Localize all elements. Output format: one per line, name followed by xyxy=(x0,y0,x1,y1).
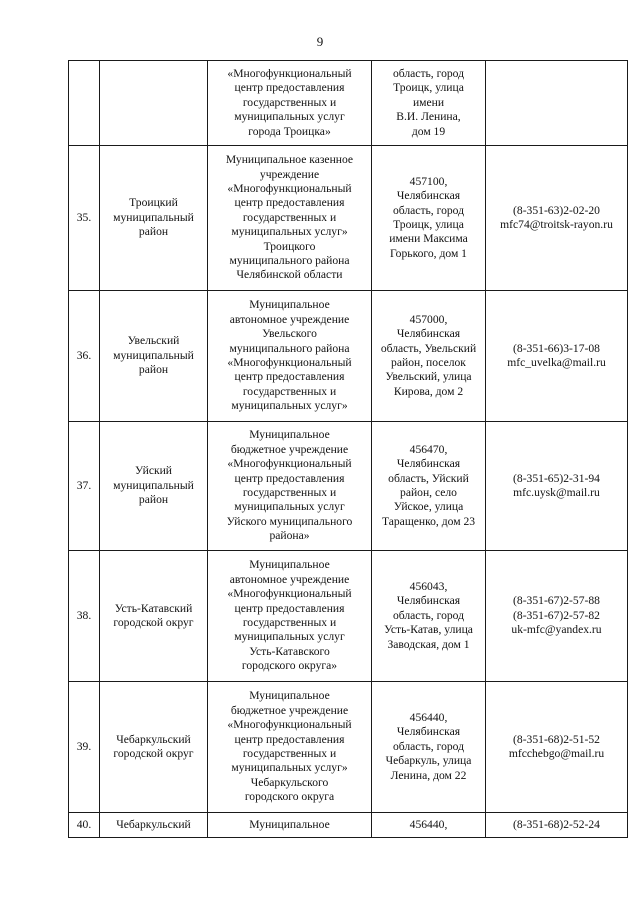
organization-line: государственных и xyxy=(242,95,337,109)
row-number: 36. xyxy=(76,348,92,362)
district-name-line: район xyxy=(138,363,169,377)
page-number: 9 xyxy=(316,34,324,49)
district-name-line: район xyxy=(138,493,169,507)
district-name-line: Усть-Катавский xyxy=(114,601,193,615)
address-line: область, город xyxy=(392,608,465,622)
contact-line: mfc_uvelka@mail.ru xyxy=(507,356,606,369)
organization-line: муниципальных услуг xyxy=(234,630,345,644)
address-cell xyxy=(372,291,486,422)
organization-line: государственных и xyxy=(242,210,337,224)
organization-line: бюджетное учреждение xyxy=(230,703,349,717)
organization-line: муниципального района xyxy=(229,254,350,268)
organization-line: автономное учреждение xyxy=(229,312,350,326)
contact-line: (8-351-68)2-52-24 xyxy=(513,817,600,831)
district-name-line: Уйский xyxy=(134,464,173,478)
organization-line: Уйского муниципального xyxy=(226,514,353,528)
address-cell xyxy=(372,813,486,838)
address-cell xyxy=(372,422,486,551)
address-line: 456043, xyxy=(409,579,448,593)
contact-line: (8-351-63)2-02-20 xyxy=(513,203,600,217)
row-number-cell xyxy=(69,813,100,838)
organization-cell xyxy=(208,61,372,146)
organization-line: учреждение xyxy=(259,167,320,181)
table-row xyxy=(69,61,628,146)
district-name-line: муниципальный xyxy=(113,348,194,362)
organization-line: «Многофункциональный xyxy=(227,356,352,369)
row-number: 38. xyxy=(76,608,92,622)
contacts-cell xyxy=(486,146,628,291)
organization-line: Муниципальное xyxy=(249,298,330,312)
address-line: Уйское, улица xyxy=(393,500,464,514)
address-line: Челябинская xyxy=(396,189,461,203)
organization-line: муниципальных услуг» xyxy=(231,399,348,413)
contact-line: (8-351-68)2-51-52 xyxy=(513,732,600,746)
row-number: 37. xyxy=(76,478,92,492)
organization-line: района» xyxy=(269,529,310,543)
address-line: Ленина, дом 22 xyxy=(390,768,467,782)
organization-line: центр предоставления xyxy=(234,81,345,95)
contact-line: (8-351-65)2-31-94 xyxy=(513,471,600,485)
organization-cell xyxy=(208,813,372,838)
organization-cell xyxy=(208,682,372,813)
address-cell xyxy=(372,146,486,291)
district-name-cell xyxy=(100,146,208,291)
organization-cell xyxy=(208,146,372,291)
organization-line: государственных и xyxy=(242,747,337,760)
address-line: область, Увельский xyxy=(380,341,477,355)
address-line: район, поселок xyxy=(391,356,466,369)
organization-line: «Многофункциональный xyxy=(227,181,352,195)
organization-line: центр предоставления xyxy=(234,471,345,485)
row-number-cell xyxy=(69,291,100,422)
organization-line: городского округа» xyxy=(241,659,338,673)
organization-line: муниципальных услуг» xyxy=(231,225,348,239)
contacts-cell xyxy=(486,422,628,551)
organization-line: муниципального района xyxy=(229,341,350,355)
address-line: Челябинская xyxy=(396,725,461,739)
organization-line: Чебаркульского xyxy=(250,775,329,789)
contact-line: uk-mfc@yandex.ru xyxy=(511,623,602,637)
contacts-cell xyxy=(486,551,628,682)
address-line: имени xyxy=(412,95,445,109)
address-cell xyxy=(372,551,486,682)
address-line: Челябинская xyxy=(396,457,461,471)
organization-line: муниципальных услуг xyxy=(234,500,345,514)
organization-cell xyxy=(208,551,372,682)
address-cell xyxy=(372,61,486,146)
organization-line: Муниципальное xyxy=(249,817,330,831)
address-line: Кирова, дом 2 xyxy=(393,384,464,398)
address-line: Чебаркуль, улица xyxy=(385,754,472,768)
table-row xyxy=(69,682,628,813)
contact-line: mfc.uysk@mail.ru xyxy=(513,486,600,499)
table-row xyxy=(69,551,628,682)
address-line: Усть-Катав, улица xyxy=(384,623,473,637)
district-name-line: Чебаркульский xyxy=(116,732,191,746)
district-name-line: городской округ xyxy=(113,616,194,629)
address-line: Увельский, улица xyxy=(385,370,472,384)
address-line: область, город xyxy=(392,739,465,753)
organization-line: Муниципальное казенное xyxy=(225,153,354,167)
address-line: Челябинская xyxy=(396,594,461,608)
organization-line: государственных и xyxy=(242,384,337,398)
contacts-cell xyxy=(486,291,628,422)
row-number-cell xyxy=(69,682,100,813)
address-line: 457000, xyxy=(409,312,448,326)
district-name-line: муниципальный xyxy=(113,210,194,224)
address-line: район, село xyxy=(400,486,457,499)
district-name-cell xyxy=(100,551,208,682)
row-number: 39. xyxy=(76,739,92,753)
organization-cell xyxy=(208,422,372,551)
mfc-registry-table xyxy=(68,60,628,838)
district-name-cell xyxy=(100,682,208,813)
contacts-cell xyxy=(486,813,628,838)
organization-line: муниципальных услуг xyxy=(234,110,345,124)
row-number: 40. xyxy=(76,817,92,831)
contact-line: mfcchebgo@mail.ru xyxy=(508,747,605,760)
organization-line: «Многофункциональный xyxy=(227,457,352,471)
organization-line: Челябинской области xyxy=(236,268,343,282)
table-body xyxy=(69,61,628,838)
address-line: 456440, xyxy=(409,710,448,724)
organization-line: государственных и xyxy=(242,486,337,499)
district-name-cell xyxy=(100,291,208,422)
row-number-cell xyxy=(69,422,100,551)
table-row xyxy=(69,422,628,551)
address-line: Заводская, дом 1 xyxy=(387,637,470,651)
district-name-line: Чебаркульский xyxy=(116,817,191,831)
row-number-cell xyxy=(69,146,100,291)
address-line: Троицк, улица xyxy=(393,81,464,95)
row-number-cell xyxy=(69,61,100,146)
organization-line: центр предоставления xyxy=(234,196,345,210)
organization-line: бюджетное учреждение xyxy=(230,442,349,456)
address-line: дом 19 xyxy=(411,124,446,138)
row-number-cell xyxy=(69,551,100,682)
address-line: имени Максима xyxy=(389,232,468,246)
organization-line: автономное учреждение xyxy=(229,572,350,586)
organization-cell xyxy=(208,291,372,422)
organization-line: Троицкого xyxy=(263,239,316,253)
table-row xyxy=(69,146,628,291)
organization-line: центр предоставления xyxy=(234,370,345,384)
district-name-line: район xyxy=(138,225,169,239)
address-line: 457100, xyxy=(409,174,448,188)
contact-line: (8-351-66)3-17-08 xyxy=(513,341,600,355)
district-name-line: Увельский xyxy=(127,334,180,348)
address-line: В.И. Ленина, xyxy=(396,110,461,124)
address-line: Челябинская xyxy=(396,327,461,341)
organization-line: государственных и xyxy=(242,616,337,629)
address-line: область, город xyxy=(392,203,465,217)
organization-line: «Многофункциональный xyxy=(227,718,352,732)
address-line: Таращенко, дом 23 xyxy=(381,514,476,528)
contact-line: (8-351-67)2-57-82 xyxy=(513,608,600,622)
district-name-cell xyxy=(100,61,208,146)
address-cell xyxy=(372,682,486,813)
district-name-line: муниципальный xyxy=(113,478,194,492)
organization-line: городского округа xyxy=(244,790,335,804)
row-number: 35. xyxy=(76,210,92,224)
organization-line: муниципальных услуг» xyxy=(231,761,348,775)
district-name-line: городской округ xyxy=(113,747,194,760)
address-line: 456470, xyxy=(409,442,448,456)
organization-line: центр предоставления xyxy=(234,732,345,746)
organization-line: Муниципальное xyxy=(249,558,330,572)
organization-line: Муниципальное xyxy=(249,428,330,442)
organization-line: Муниципальное xyxy=(249,689,330,703)
contacts-cell xyxy=(486,61,628,146)
organization-line: города Троицка» xyxy=(248,124,331,138)
address-line: Горького, дом 1 xyxy=(390,246,467,260)
address-line: область, Уйский xyxy=(388,471,469,485)
contacts-cell xyxy=(486,682,628,813)
contact-line: mfc74@troitsk-rayon.ru xyxy=(500,218,613,231)
organization-line: Усть-Катавского xyxy=(249,644,330,658)
district-name-cell xyxy=(100,813,208,838)
district-name-cell xyxy=(100,422,208,551)
address-line: 456440, xyxy=(409,817,448,831)
table-row xyxy=(69,813,628,838)
district-name-line: Троицкий xyxy=(129,196,178,210)
organization-line: «Многофункциональный xyxy=(227,66,352,80)
organization-line: «Многофункциональный xyxy=(227,587,352,601)
address-line: область, город xyxy=(392,66,465,80)
organization-line: Увельского xyxy=(262,327,317,341)
organization-line: центр предоставления xyxy=(234,601,345,615)
address-line: Троицк, улица xyxy=(393,218,464,231)
table-row xyxy=(69,291,628,422)
contact-line: (8-351-67)2-57-88 xyxy=(513,594,600,608)
